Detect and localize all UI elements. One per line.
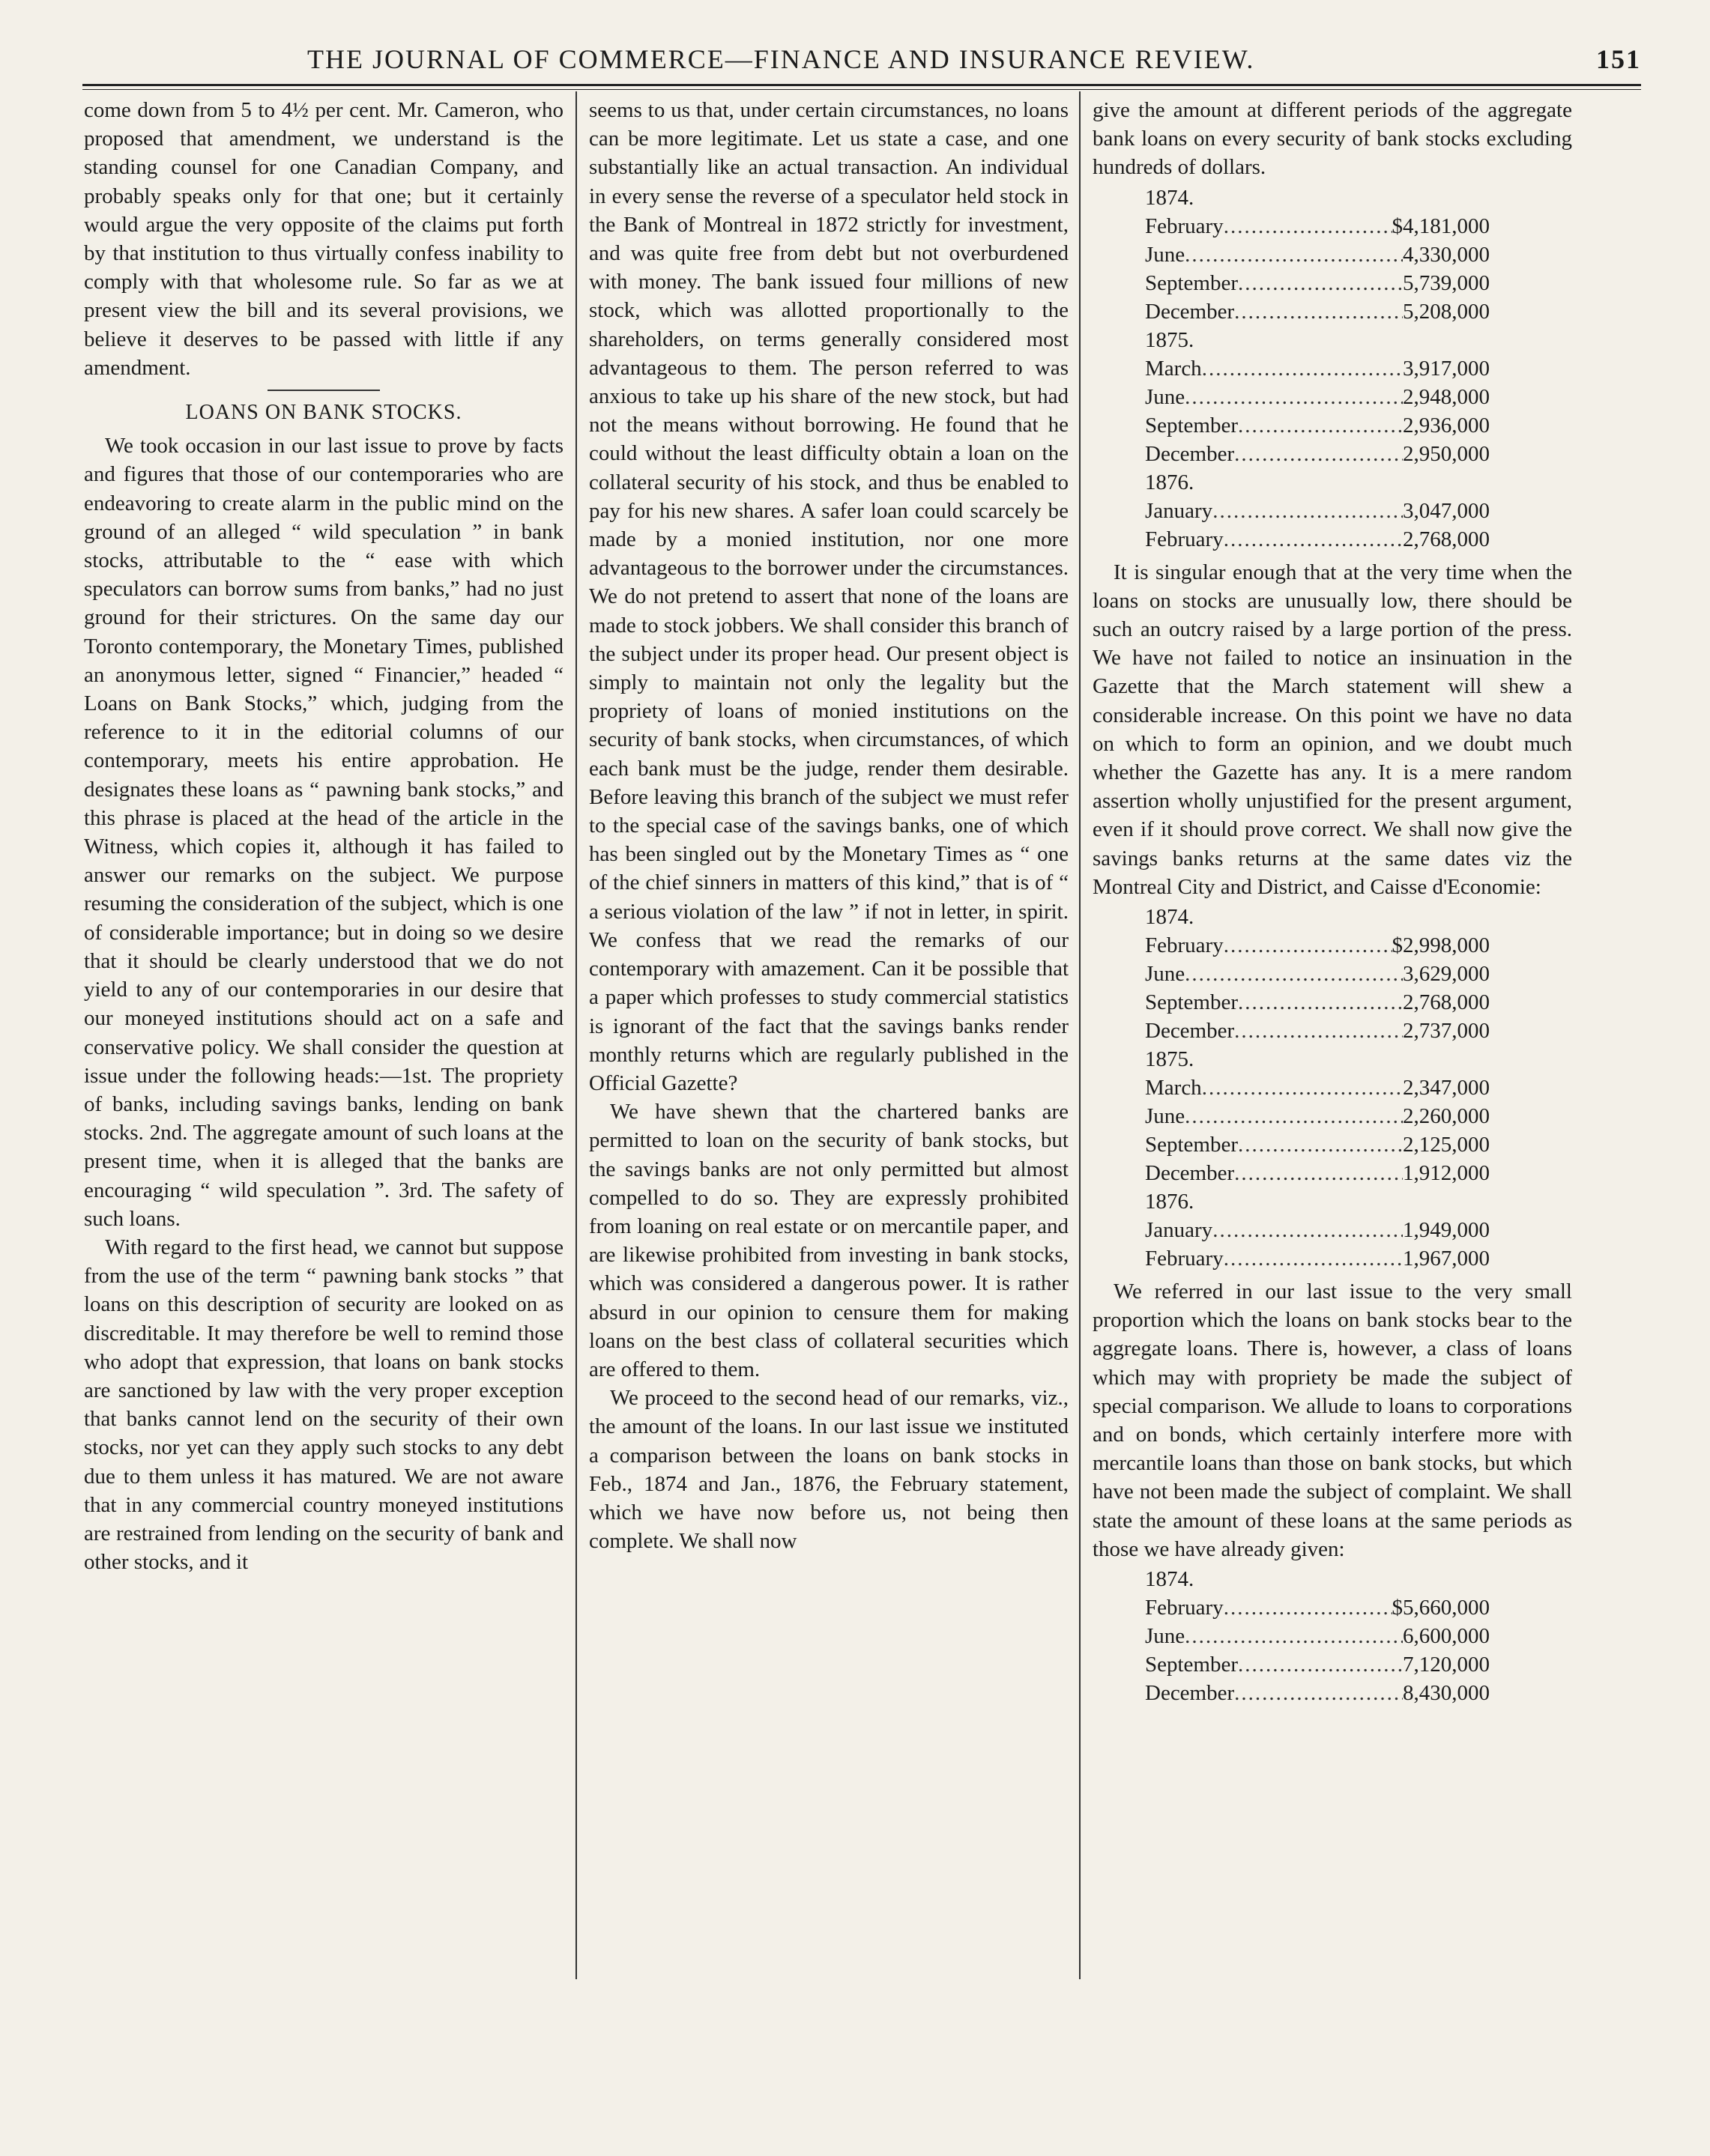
row-amount: 6,600,000	[1403, 1624, 1490, 1649]
leader-dots	[1224, 212, 1392, 240]
row-amount: 3,047,000	[1403, 498, 1490, 523]
leader-dots	[1234, 1679, 1403, 1707]
row-amount: 8,430,000	[1403, 1681, 1490, 1706]
table-year: 1874.	[1145, 185, 1194, 210]
leader-dots	[1224, 931, 1392, 960]
leader-dots	[1238, 988, 1403, 1017]
table-row	[1093, 1102, 1490, 1130]
row-amount: 1,949,000	[1403, 1218, 1490, 1243]
leader-dots	[1238, 1130, 1403, 1159]
table-row	[1093, 1622, 1490, 1650]
table-row	[1093, 931, 1490, 960]
row-month: December	[1145, 1019, 1235, 1044]
corporation-loans-table	[1093, 1565, 1572, 1707]
table-row	[1093, 1679, 1490, 1707]
row-month: June	[1145, 1624, 1185, 1649]
running-title: THE JOURNAL OF COMMERCE—FINANCE AND INSURANCE REVIEW.	[307, 44, 1255, 74]
continued-paragraph: seems to us that, under certain circumstances, no loans can be more legitimate. Let us state a case, and one substantially like an actual transaction. An individual in every sense the reverse of a speculator held stock in the Bank of Montreal in 1872 strictly for investment, and was quite free from debt but not overburdened with money. The bank issued four millions of new stock, which was allotted proportionally to the shareholders, on terms generally considered most advantageous to them. The person referred to was anxious to take up his share of the new stock, but had not the means without borrowing. He found that he could without the least difficulty obtain a loan on the collateral security of his stock, and thus be enabled to pay for his new shares. A safer loan could scarcely be made by a monied institution, nor one more advantageous to the borrower under the circumstances. We do not pretend to assert that none of the loans are made to stock jobbers. We shall consider this branch of the subject under its proper head. Our present object is simply to maintain not only the legality but the propriety of loans of monied institutions on the security of bank stocks, when circumstances, of which each bank must be the judge, render them desirable. Before leaving this branch of the subject we must refer to the special case of the savings banks, one of which has been singled out by the Monetary Times as “ one of the chief sinners in matters of this kind,” that is of “ a serious violation of the law ” if not in letter, in spirit. We confess that we read the remarks of our contemporary with amazement. Can it be possible that a paper which professes to study commercial statistics is ignorant of the fact that the savings banks render monthly returns which are regularly published in the Official Gazette?	[589, 98, 1069, 1095]
leader-dots	[1234, 1017, 1403, 1045]
table-row	[1093, 383, 1490, 411]
table-year: 1875.	[1145, 1047, 1194, 1072]
row-month: September	[1145, 1653, 1239, 1677]
row-amount: 2,125,000	[1403, 1133, 1490, 1157]
row-month: September	[1145, 413, 1239, 437]
leader-dots	[1238, 411, 1403, 440]
article-paragraph: We referred in our last issue to the very small proportion which the loans on bank stocks bear to the aggregate loans. There is, however, a class of loans which may with propriety be made the subject of special comparison. We allude to loans to corporations and on bonds, which certainly interfere more with mercantile loans than those on bank stocks, but which have not been made the subject of complaint. We shall state the amount of these loans at the same periods as those we have already given:	[1093, 1280, 1572, 1561]
row-month: January	[1145, 1218, 1213, 1243]
leader-dots	[1212, 1216, 1403, 1244]
leader-dots	[1185, 383, 1403, 411]
article-paragraph: We took occasion in our last issue to prove by facts and figures that those of our contemporaries who are endeavoring to create alarm in the public mind on the ground of an alleged “ wild speculation ” in bank stocks, attributable to the “ ease with which speculators can borrow sums from banks,” had no just ground for their strictures. On the same day our Toronto contemporary, the Monetary Times, published an anonymous letter, signed “ Financier,” headed “ Loans on Bank Stocks,” which, judging from the reference to it in the editorial columns of our contemporary, meets his entire approbation. He designates these loans as “ pawning bank stocks,” and this phrase is placed at the head of the article in the Witness, which copies it, although it has failed to answer our remarks on the subject. We purpose resuming the consideration of the subject, which is one of considerable importance; but in doing so we desire that it should be clearly understood that we do not yield to any of our contemporaries in our desire that our moneyed institutions should act on a safe and conservative policy. We shall consider the question at issue under the following heads:—1st. The propriety of banks, including savings banks, lending on bank stocks. 2nd. The aggregate amount of such loans at the present time, when it is alleged that the banks are encouraging “ wild speculation ”. 3rd. The safety of such loans.	[84, 434, 564, 1231]
column-divider	[575, 91, 577, 1979]
row-amount: 2,347,000	[1403, 1076, 1490, 1100]
leader-dots	[1234, 1159, 1403, 1187]
table-row	[1093, 269, 1490, 297]
table-row	[1093, 440, 1490, 468]
running-head	[82, 39, 1641, 76]
column-3	[1093, 96, 1572, 1984]
leader-dots	[1185, 1622, 1403, 1650]
leader-dots	[1202, 1074, 1403, 1102]
row-amount: 5,208,000	[1403, 299, 1490, 324]
table-year: 1875.	[1145, 327, 1194, 352]
row-month: February	[1145, 527, 1224, 551]
row-amount: 2,768,000	[1403, 990, 1490, 1015]
table-row	[1093, 1130, 1490, 1159]
table-year: 1874.	[1145, 1567, 1194, 1592]
table-row	[1093, 411, 1490, 440]
row-amount: 2,260,000	[1403, 1104, 1490, 1129]
row-amount: 7,120,000	[1403, 1653, 1490, 1677]
article-paragraph: It is singular enough that at the very time when the loans on stocks are unusually low, there should be such an outcry raised by a large portion of the press. We have not failed to notice an insinuation in the Gazette that the March statement will shew a considerable increase. On this point we have no data on which to form an opinion, and we doubt much whether the Gazette has any. It is a mere random assertion wholly unjustified for the present argument, even if it should prove correct. We shall now give the savings banks returns at the same dates viz the Montreal City and District, and Caisse d'Economie:	[1093, 560, 1572, 899]
table-row	[1093, 1216, 1490, 1244]
row-month: June	[1145, 242, 1185, 267]
row-month: December	[1145, 1681, 1235, 1706]
column-1	[84, 96, 564, 1984]
header-rule	[82, 84, 1641, 90]
table-row	[1093, 1650, 1490, 1679]
savings-banks-table	[1093, 903, 1572, 1273]
row-month: February	[1145, 1247, 1224, 1271]
row-amount: 1,912,000	[1403, 1161, 1490, 1186]
row-month: December	[1145, 299, 1235, 324]
row-month: June	[1145, 962, 1185, 987]
row-month: December	[1145, 1161, 1235, 1186]
table-row	[1093, 1593, 1490, 1622]
row-amount: 2,768,000	[1403, 527, 1490, 551]
table-row	[1093, 1074, 1490, 1102]
table-row	[1093, 1159, 1490, 1187]
table-row	[1093, 1244, 1490, 1273]
row-month: September	[1145, 990, 1239, 1015]
row-month: June	[1145, 1104, 1185, 1129]
row-amount: 5,739,000	[1403, 270, 1490, 295]
row-amount: $5,660,000	[1392, 1596, 1490, 1620]
row-amount: $4,181,000	[1392, 214, 1490, 238]
table-row	[1093, 988, 1490, 1017]
leader-dots	[1234, 440, 1403, 468]
row-amount: 3,917,000	[1403, 356, 1490, 381]
table-year: 1876.	[1145, 470, 1194, 494]
row-month: February	[1145, 933, 1224, 958]
continued-paragraph: come down from 5 to 4½ per cent. Mr. Cameron, who proposed that amendment, we understand is the standing counsel for one Canadian Company, and probably speaks only for that one; but it certainly would argue the very opposite of the claims put forth by that institution to thus virtually confess inability to comply with that wholesome rule. So far as we at present view the bill and its several provisions, we believe it deserves to be passed with little if any amendment.	[84, 98, 564, 380]
row-month: March	[1145, 356, 1202, 381]
article-heading: LOANS ON BANK STOCKS.	[185, 401, 462, 425]
article-paragraph: We proceed to the second head of our remarks, viz., the amount of the loans. In our last issue we instituted a comparison between the loans on bank stocks in Feb., 1874 and Jan., 1876, the February statement, which we have now before us, not being then complete. We shall now	[589, 1386, 1069, 1554]
row-month: September	[1145, 1133, 1239, 1157]
row-amount: 4,330,000	[1403, 242, 1490, 267]
leader-dots	[1238, 1650, 1403, 1679]
continued-paragraph: give the amount at different periods of the aggregate bank loans on every security of bank stocks excluding hundreds of dollars.	[1093, 98, 1572, 180]
table-row	[1093, 960, 1490, 988]
row-amount: $2,998,000	[1392, 933, 1490, 958]
table-row	[1093, 525, 1490, 554]
row-month: February	[1145, 1596, 1224, 1620]
row-month: December	[1145, 441, 1235, 466]
article-paragraph: With regard to the first head, we cannot but suppose from the use of the term “ pawning bank stocks ” that loans on this description of security are looked on as discreditable. It may therefore be well to remind those who adopt that expression, that loans on bank stocks are sanctioned by law with the very proper exception that banks cannot lend on the security of their own stocks, nor yet can they apply such stocks to any debt due to them unless it has matured. We are not aware that in any commercial country moneyed institutions are restrained from lending on the security of bank and other stocks, and it	[84, 1235, 564, 1575]
table-row	[1093, 497, 1490, 525]
leader-dots	[1202, 354, 1403, 383]
row-month: June	[1145, 384, 1185, 409]
section-rule	[268, 390, 380, 391]
column-2	[589, 96, 1069, 1984]
row-month: September	[1145, 270, 1239, 295]
row-amount: 2,950,000	[1403, 441, 1490, 466]
row-month: March	[1145, 1076, 1202, 1100]
table-year: 1874.	[1145, 905, 1194, 930]
table-row	[1093, 1017, 1490, 1045]
leader-dots	[1185, 1102, 1403, 1130]
leader-dots	[1224, 1244, 1403, 1273]
bank-loans-table	[1093, 184, 1572, 554]
article-paragraph: We have shewn that the chartered banks are permitted to loan on the security of bank stocks, but the savings banks are not only permitted but almost compelled to do so. They are expressly prohibited from loaning on real estate or on mercantile paper, and are likewise prohibited from investing in bank stocks, which was considered a dangerous power. It is rather absurd in our opinion to censure them for making loans on the best class of collateral securities which are offered to them.	[589, 1100, 1069, 1381]
leader-dots	[1185, 240, 1403, 269]
leader-dots	[1224, 525, 1403, 554]
row-amount: 2,948,000	[1403, 384, 1490, 409]
leader-dots	[1238, 269, 1403, 297]
column-divider	[1079, 91, 1081, 1979]
table-row	[1093, 297, 1490, 326]
row-amount: 1,967,000	[1403, 1247, 1490, 1271]
row-amount: 3,629,000	[1403, 962, 1490, 987]
leader-dots	[1224, 1593, 1392, 1622]
table-row	[1093, 212, 1490, 240]
table-row	[1093, 240, 1490, 269]
page-number: 151	[1596, 44, 1641, 74]
row-amount: 2,737,000	[1403, 1019, 1490, 1044]
row-amount: 2,936,000	[1403, 413, 1490, 437]
leader-dots	[1212, 497, 1403, 525]
row-month: February	[1145, 214, 1224, 238]
table-row	[1093, 354, 1490, 383]
row-month: January	[1145, 498, 1213, 523]
table-year: 1876.	[1145, 1190, 1194, 1214]
leader-dots	[1185, 960, 1403, 988]
leader-dots	[1234, 297, 1403, 326]
